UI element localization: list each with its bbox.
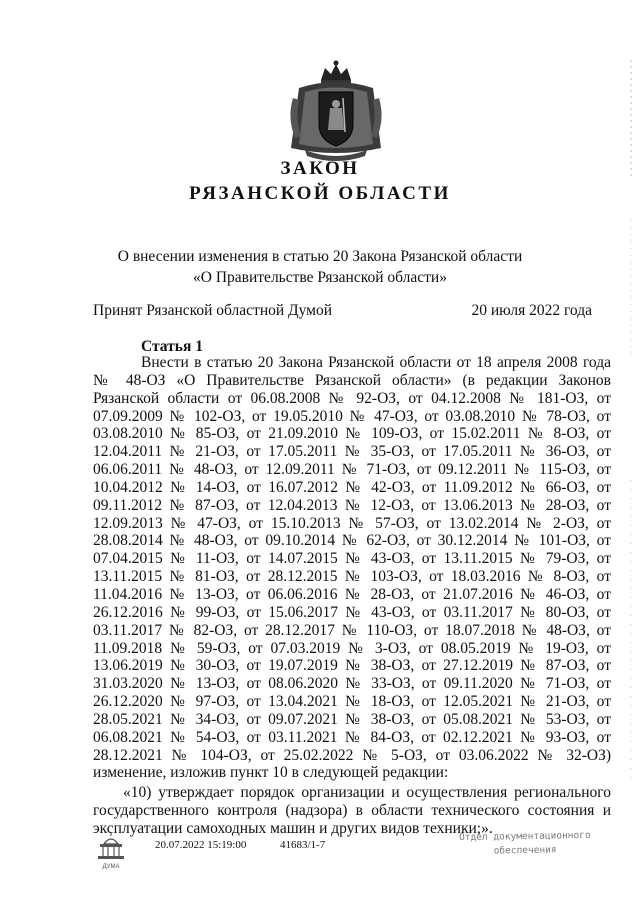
margin-marks [626,60,636,780]
title-line-law: ЗАКОН [280,158,360,179]
footer-datetime: 20.07.2022 15:19:00 [155,839,247,851]
adoption-date: 20 июля 2022 года [471,302,592,319]
title-line-region: РЯЗАНСКОЙ ОБЛАСТИ [189,183,451,204]
article-quote: «10) утверждает порядок организации и осуществления регионального государственного контроля (надзора) в области технического состояния и эксплуатации самоходных машин и других видов техники;». [93,784,611,837]
document-subject [0,246,640,288]
duma-logo-caption: ДУМА [102,864,120,870]
stamp-line-2: обеспечения [493,844,557,857]
subject-line-2: «О Правительстве Рязанской области» [193,269,447,286]
subject-line-1: О внесении изменения в статью 20 Закона Рязанской области [117,248,523,265]
document-title [0,156,640,206]
article-heading: Статья 1 [141,338,203,355]
article-body [93,354,611,838]
department-stamp [430,828,620,859]
adoption-label: Принят Рязанской областной Думой [93,302,333,319]
article-paragraph: Внести в статью 20 Закона Рязанской области от 18 апреля 2008 года № 48-ОЗ «О Правительстве Рязанской области» (в редакции Законов Рязанской области от 06.08.2008 № 92-ОЗ, от 04.12.2008 № 181-ОЗ, от 07.09.2009 № 102-ОЗ, от 19.05.2010 № 47-ОЗ, от 03.08.2010 № 78-ОЗ, от 03.08.2010 № 85-ОЗ, от 21.09.2010 № 109-ОЗ, от 15.02.2011 № 8-ОЗ, от 12.04.2011 № 21-ОЗ, от 17.05.2011 № 35-ОЗ, от 17.05.2011 № 36-ОЗ, от 06.06.2011 № 48-ОЗ, от 12.09.2011 № 71-ОЗ, от 09.12.2011 № 115-ОЗ, от 10.04.2012 № 14-ОЗ, от 16.07.2012 № 42-ОЗ, от 11.09.2012 № 66-ОЗ, от 09.11.2012 № 87-ОЗ, от 12.04.2013 № 12-ОЗ, от 13.06.2013 № 28-ОЗ, от 12.09.2013 № 47-ОЗ, от 15.10.2013 № 57-ОЗ, от 13.02.2014 № 2-ОЗ, от 28.08.2014 № 48-ОЗ, от 09.10.2014 № 62-ОЗ, от 30.12.2014 № 101-ОЗ, от 07.04.2015 № 11-ОЗ, от 14.07.2015 № 43-ОЗ, от 13.11.2015 № 79-ОЗ, от 13.11.2015 № 81-ОЗ, от 28.12.2015 № 103-ОЗ, от 18.03.2016 № 8-ОЗ, от 11.04.2016 № 13-ОЗ, от 06.06.2016 № 28-ОЗ, от 21.07.2016 № 46-ОЗ, от 26.12.2016 № 99-ОЗ, от 15.06.2017 № 43-ОЗ, от 03.11.2017 № 80-ОЗ, от 03.11.2017 № 82-ОЗ, от 28.12.2017 № 110-ОЗ, от 18.07.2018 № 48-ОЗ, от 11.09.2018 № 59-ОЗ, от 07.03.2019 № 3-ОЗ, от 08.05.2019 № 19-ОЗ, от 13.06.2019 № 30-ОЗ, от 19.07.2019 № 38-ОЗ, от 27.12.2019 № 87-ОЗ, от 31.03.2020 № 13-ОЗ, от 08.06.2020 № 33-ОЗ, от 09.11.2020 № 71-ОЗ, от 26.12.2020 № 97-ОЗ, от 13.04.2021 № 18-ОЗ, от 12.05.2021 № 21-ОЗ, от 28.05.2021 № 34-ОЗ, от 09.07.2021 № 38-ОЗ, от 05.08.2021 № 53-ОЗ, от 06.08.2021 № 54-ОЗ, от 03.11.2021 № 84-ОЗ, от 02.12.2021 № 93-ОЗ, от 28.12.2021 № 104-ОЗ, от 25.02.2022 № 5-ОЗ, от 03.06.2022 № 32-ОЗ) изменение, изложив пункт 10 в следующей редакции: [93,354,611,782]
duma-building-icon [94,830,128,870]
stamp-line-1: Отдел документационного [459,829,591,844]
document-footer [0,820,640,900]
footer-doc-number: 41683/1-7 [280,839,326,851]
ryazan-coat-of-arms-icon [285,58,387,166]
